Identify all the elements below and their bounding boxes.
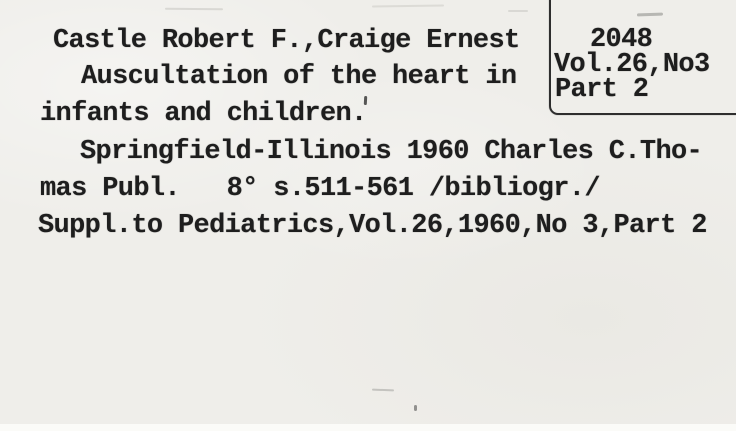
stray-tick-mark (414, 405, 417, 411)
author-line: Castle Robert F.,Craige Ernest (53, 26, 520, 56)
smudge-mark (508, 10, 528, 12)
call-part: Part 2 (555, 75, 649, 105)
call-number: 2048 (590, 25, 653, 55)
title-line-1: Auscultation of the heart in (81, 62, 517, 92)
imprint-line-2: mas Publ. 8° s.511-561 /bibliogr./ (40, 174, 600, 204)
imprint-line-1: Springfield-Illinois 1960 Charles C.Tho- (80, 137, 703, 167)
smudge-mark (165, 8, 223, 11)
title-line-2: infants and children. (40, 99, 367, 129)
call-volume: Vol.26,No3 (554, 50, 710, 80)
smudge-mark (372, 389, 394, 392)
series-note-line: Suppl.to Pediatrics,Vol.26,1960,No 3,Part 2 (38, 211, 707, 241)
smudge-mark (372, 4, 444, 7)
